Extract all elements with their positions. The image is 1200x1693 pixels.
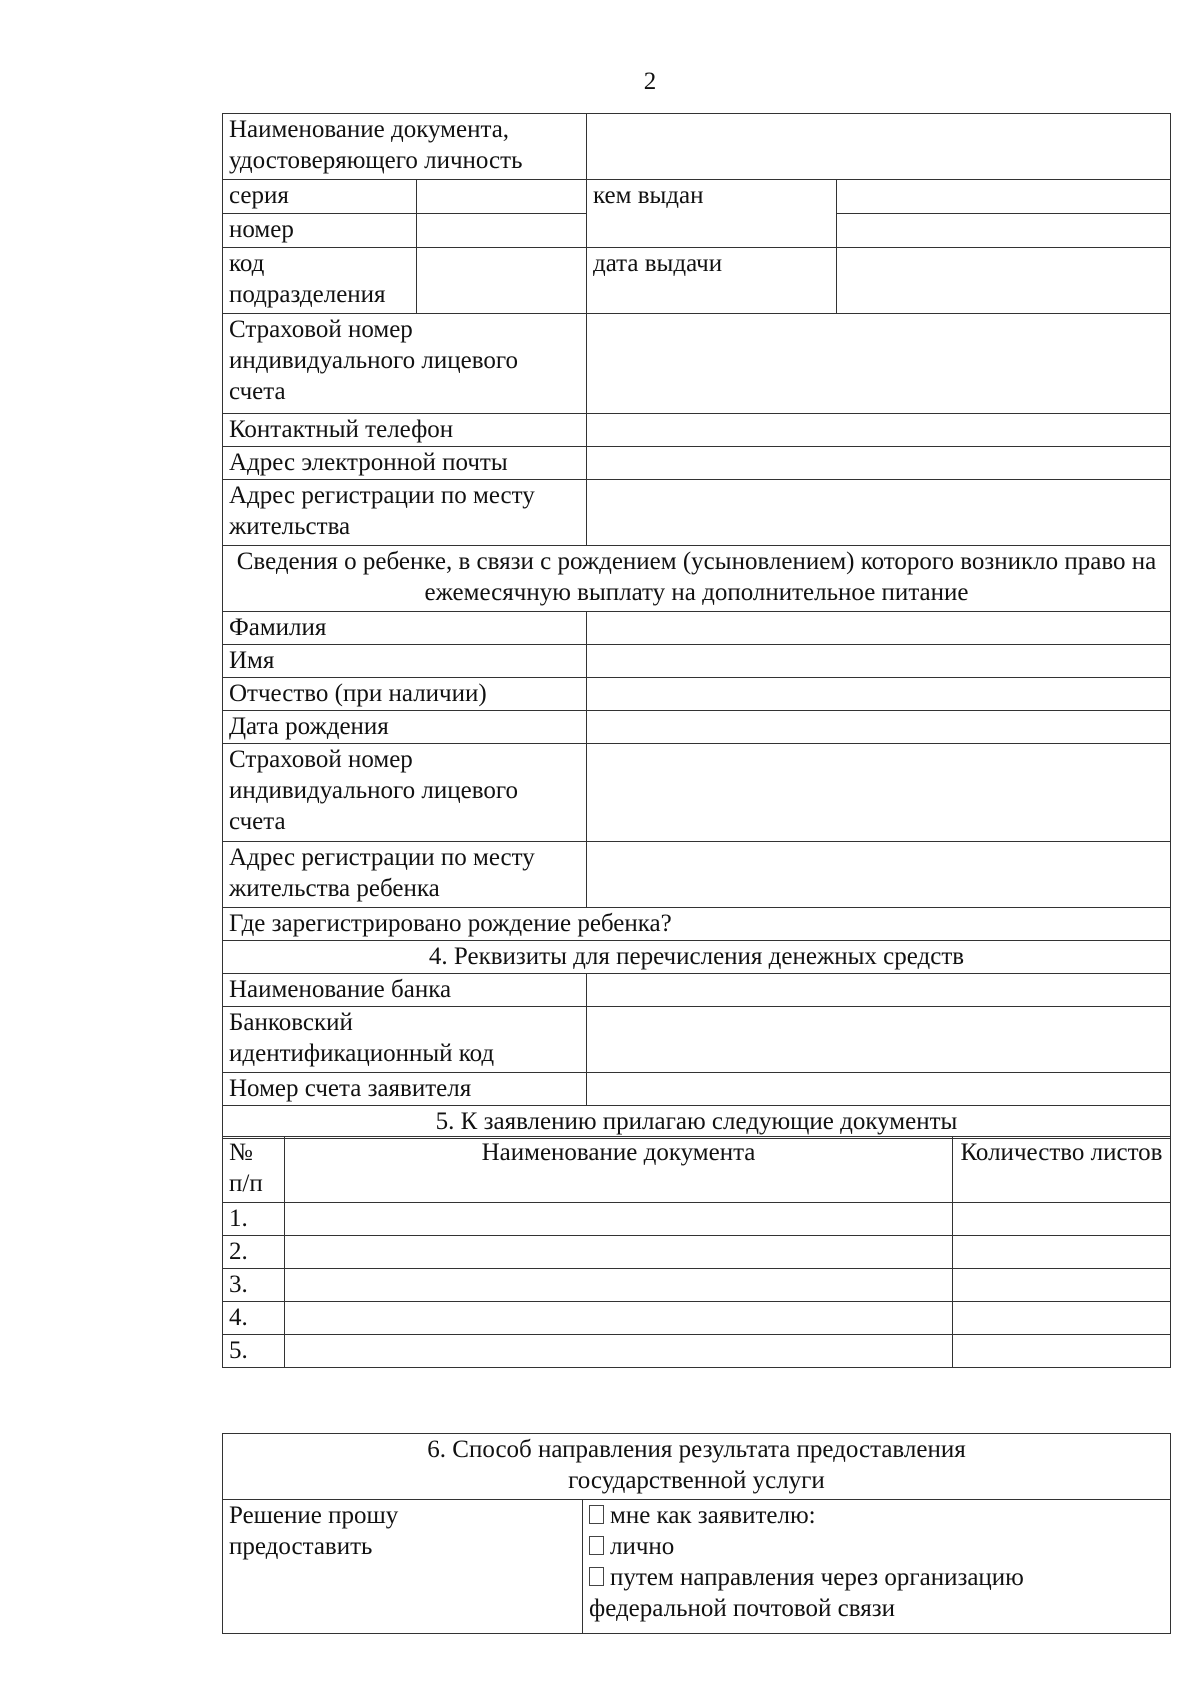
phone-label: Контактный телефон	[223, 414, 587, 447]
attachment-row-num: 4.	[223, 1302, 285, 1335]
bic-label: Банковский идентификационный код	[223, 1007, 587, 1073]
attachments-col-name: Наименование документа	[285, 1137, 953, 1203]
child-name-label: Имя	[223, 645, 587, 678]
attachment-row-num: 2.	[223, 1236, 285, 1269]
child-name-field[interactable]	[587, 645, 1171, 678]
applicant-and-child-table	[222, 113, 1171, 1139]
doc-name-label: Наименование документа, удостоверяющего личность	[223, 114, 587, 180]
checkbox-icon[interactable]	[589, 1505, 604, 1524]
delivery-options	[583, 1500, 1171, 1634]
child-birth-date-label: Дата рождения	[223, 711, 587, 744]
child-birth-date-field[interactable]	[587, 711, 1171, 744]
attachment-sheets-field[interactable]	[953, 1302, 1171, 1335]
applicant-snils-label: Страховой номер индивидуального лицевого счета	[223, 314, 587, 414]
attachment-name-field[interactable]	[285, 1335, 953, 1368]
child-address-label: Адрес регистрации по месту жительства ребенка	[223, 842, 587, 908]
child-section-title: Сведения о ребенке, в связи с рождением (усыновлением) которого возникло право на ежемесячную выплату на дополнительное питание	[223, 546, 1171, 612]
attachments-col-num: № п/п	[223, 1137, 285, 1203]
child-snils-label: Страховой номер индивидуального лицевого счета	[223, 744, 587, 842]
applicant-snils-field[interactable]	[587, 314, 1171, 414]
issue-date-field[interactable]	[837, 248, 1171, 314]
attachment-name-field[interactable]	[285, 1269, 953, 1302]
attachment-row-num: 3.	[223, 1269, 285, 1302]
issue-date-label: дата выдачи	[587, 248, 837, 314]
attachment-name-field[interactable]	[285, 1302, 953, 1335]
bank-name-field[interactable]	[587, 974, 1171, 1007]
issued-by-field-2[interactable]	[837, 214, 1171, 248]
child-patronymic-label: Отчество (при наличии)	[223, 678, 587, 711]
attachments-col-sheets: Количество листов	[953, 1137, 1171, 1203]
email-label: Адрес электронной почты	[223, 447, 587, 480]
series-field[interactable]	[417, 180, 587, 214]
attachment-name-field[interactable]	[285, 1203, 953, 1236]
attachment-sheets-field[interactable]	[953, 1335, 1171, 1368]
applicant-address-field[interactable]	[587, 480, 1171, 546]
child-birth-registration-label: Где зарегистрировано рождение ребенка?	[223, 908, 1171, 941]
checkbox-icon[interactable]	[589, 1536, 604, 1555]
child-address-field[interactable]	[587, 842, 1171, 908]
delivery-method-table	[222, 1433, 1171, 1634]
child-snils-field[interactable]	[587, 744, 1171, 842]
division-code-label: код подразделения	[223, 248, 417, 314]
child-surname-label: Фамилия	[223, 612, 587, 645]
series-label: серия	[223, 180, 417, 214]
bank-name-label: Наименование банка	[223, 974, 587, 1007]
attachment-sheets-field[interactable]	[953, 1269, 1171, 1302]
delivery-request-label: Решение прошу предоставить	[223, 1500, 583, 1634]
attachment-name-field[interactable]	[285, 1236, 953, 1269]
delivery-option-label: путем направления через организацию федеральной почтовой связи	[589, 1564, 1024, 1622]
attachment-sheets-field[interactable]	[953, 1236, 1171, 1269]
account-field[interactable]	[587, 1073, 1171, 1106]
number-label: номер	[223, 214, 417, 248]
account-label: Номер счета заявителя	[223, 1073, 587, 1106]
attachment-sheets-field[interactable]	[953, 1203, 1171, 1236]
attachments-table	[222, 1136, 1171, 1368]
email-field[interactable]	[587, 447, 1171, 480]
phone-field[interactable]	[587, 414, 1171, 447]
attachment-row-num: 1.	[223, 1203, 285, 1236]
doc-name-field[interactable]	[587, 114, 1171, 180]
issued-by-label: кем выдан	[587, 180, 837, 248]
delivery-option-applicant[interactable]	[589, 1500, 1164, 1531]
delivery-option-post[interactable]	[589, 1562, 1164, 1624]
child-patronymic-field[interactable]	[587, 678, 1171, 711]
applicant-address-label: Адрес регистрации по месту жительства	[223, 480, 587, 546]
child-surname-field[interactable]	[587, 612, 1171, 645]
checkbox-icon[interactable]	[589, 1567, 604, 1586]
number-field[interactable]	[417, 214, 587, 248]
page-number: 2	[643, 68, 657, 95]
delivery-section-title: 6. Способ направления результата предоставления государственной услуги	[223, 1434, 1171, 1500]
bank-section-title: 4. Реквизиты для перечисления денежных средств	[223, 941, 1171, 974]
attachments-section-title: 5. К заявлению прилагаю следующие документы	[223, 1106, 1171, 1139]
attachment-row-num: 5.	[223, 1335, 285, 1368]
bic-field[interactable]	[587, 1007, 1171, 1073]
delivery-option-label: лично	[610, 1533, 675, 1560]
delivery-option-in-person[interactable]	[589, 1531, 1164, 1562]
issued-by-field-1[interactable]	[837, 180, 1171, 214]
division-code-field[interactable]	[417, 248, 587, 314]
delivery-option-label: мне как заявителю:	[610, 1502, 816, 1529]
